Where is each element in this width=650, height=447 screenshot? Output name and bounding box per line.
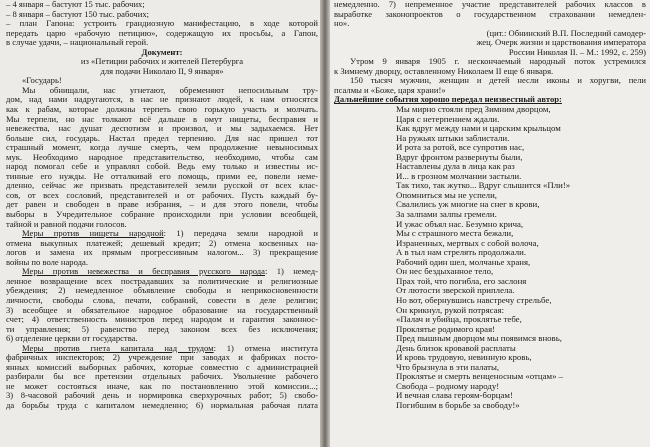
left-page-line: Меры против гнета капитала над трудом: 1) отмена института bbox=[22, 343, 318, 353]
left-page-line: народ помогал себе и управлял собой. Ведь ему только и известны ис- bbox=[6, 162, 318, 172]
right-page-line: псалмы и «Боже, царя храни!» bbox=[334, 85, 446, 95]
left-page-line: для подачи Николаю II, 9 января» bbox=[100, 66, 224, 76]
left-page-line: тайной и равной подачи голосов. bbox=[6, 219, 127, 229]
right-page-line: Что брызнула в эти палаты, bbox=[396, 362, 500, 372]
right-page-line: И... в грозном молчании застыли. bbox=[396, 171, 522, 181]
right-page-line: 150 тысяч мужчин, женщин и детей несли иконы и хоругви, пели bbox=[350, 76, 646, 86]
right-page-line: Проклятье и смерть венценосным «отцам» – bbox=[396, 372, 564, 382]
right-page-line: И рота за ротой, все супротив нас, bbox=[396, 143, 525, 153]
right-page-line: Рабочий один шел, молчанье храня, bbox=[396, 257, 531, 267]
left-page-line: не может состояться иначе, как по постановлению этой комиссии...; bbox=[6, 381, 318, 391]
right-page-line: Мы с страшного места бежали, bbox=[396, 229, 514, 239]
right-page-line: Погибшим в борьбе за свободу!» bbox=[396, 400, 520, 410]
left-page-line: 3) 8-часовой рабочий день и нормировка сверхурочных работ; 5) свобо- bbox=[6, 391, 318, 401]
left-page-line: Документ: bbox=[141, 47, 183, 57]
right-page-line: Свобода – родному народу! bbox=[396, 381, 500, 391]
left-page-line: янных комиссий выборных рабочих, которые совместно с администрацией bbox=[6, 362, 318, 372]
left-page-line: мук. Необходимо народное представительство, необходимо, чтобы сам bbox=[6, 152, 318, 162]
left-page-line: как к рабам, которые должны терпеть свою горькую участь и молчать. bbox=[6, 105, 318, 115]
right-page-line: От лютости зверской приплела. bbox=[396, 286, 515, 296]
left-page-line: ти управления; 5) равенство перед законом всех без исключения; bbox=[6, 324, 318, 334]
left-page-line: ленное возвращение всех пострадавших за политические и религиозные bbox=[6, 276, 318, 286]
right-page-line: И кровь трудовую, невинную кровь, bbox=[396, 353, 532, 363]
right-page-line: Израненных, мертвых с собой волоча, bbox=[396, 238, 539, 248]
left-page-line: в случае удачи, – национальный герой. bbox=[6, 38, 149, 48]
right-page-line: Проклятье родимого края! bbox=[396, 324, 496, 334]
left-page-line: да борьбы труда с капиталом немедленно; 6) нормальная рабочая плата bbox=[6, 400, 318, 410]
left-page-line: выборы в Учредительное собрание происходили при условии всеобщей, bbox=[6, 210, 318, 220]
right-page-line: А в тыл нам стрелять продолжали. bbox=[396, 248, 527, 258]
left-page-line: из «Петиции рабочих и жителей Петербурга bbox=[80, 57, 244, 67]
right-page-line: «Палач и убийца, проклятье тебе, bbox=[396, 315, 522, 325]
left-page-line: «Государь! bbox=[22, 76, 62, 86]
right-page-line: выработке законопроектов о государственном страховании немедлен- bbox=[334, 9, 646, 19]
right-page-line: На ружьях штыки заблистали. bbox=[396, 133, 510, 143]
left-page-line: – план Гапона: устроить грандиозную манифестацию, в ходе которой bbox=[6, 19, 318, 29]
left-page-line: Меры против невежества и бесправия русского народа: 1) немед- bbox=[22, 267, 318, 277]
left-page bbox=[0, 0, 324, 447]
left-page-line: счет; 4) ответственность министров перед народом и гарантия законнос- bbox=[6, 315, 318, 325]
section-heading: Меры против нищеты народной bbox=[22, 229, 164, 239]
left-page-line: логов и замена их прямым прогрессивным налогом... 3) прекращение bbox=[6, 248, 318, 258]
left-page-line: тинные его нужды. Не отталкивай его помощь, прими ее, повели неме- bbox=[6, 171, 318, 181]
right-page-line: И вечная слава героям-борцам! bbox=[396, 391, 513, 401]
left-page-line: войны по воле народа. bbox=[6, 257, 88, 267]
left-page-line: – 8 января – бастуют 150 тыс. рабочих; bbox=[6, 9, 150, 19]
right-page-line: За залпами залпы гремели. bbox=[396, 210, 497, 220]
right-page-line: России Николая II. – М.: 1992, с. 259) bbox=[508, 47, 646, 57]
right-page-line: Царя с нетерпением ждали. bbox=[396, 114, 500, 124]
right-page-line: Пред пышным дворцом мы появимся вновь, bbox=[396, 334, 562, 344]
right-page-line: (цит.: Обнинский В.П. Последний самодер- bbox=[486, 28, 646, 38]
right-page-line: Так тихо, так жутко... Вдруг слышится «Пли!» bbox=[396, 181, 571, 191]
right-page-line: Но вот, обернувшись навстречу стрельбе, bbox=[396, 295, 552, 305]
right-page-line: Как вдруг между нами и царским крыльцом bbox=[396, 124, 561, 134]
right-page-line: но». bbox=[334, 19, 350, 29]
left-page-line: убеждения; 2) немедленное объявление свободы и неприкосновенности bbox=[6, 286, 318, 296]
left-page-line: фабричных инспекторов; 2) учреждение при заводах и фабриках посто- bbox=[6, 353, 318, 363]
right-page-line: И ужас объял нас. Безумно крича, bbox=[396, 219, 524, 229]
right-page-line: Он нес бездыханное тело, bbox=[396, 267, 494, 277]
right-page-line: жец. Очерк жизни и царствования императора bbox=[476, 38, 646, 48]
left-page-line: дом, над нами надругаются, в нас не признают людей, к нам относятся bbox=[6, 95, 318, 105]
right-page-line: Дальнейшие события хорошо передал неизвестный автор: bbox=[334, 95, 562, 105]
right-page-line: Наставлены дула в лица как раз bbox=[396, 162, 515, 172]
right-page-line: Прах той, что погибла, его заслоня bbox=[396, 276, 527, 286]
left-page-line: сов, от всех сословий, представителей и от рабочих. Пусть каждый бу- bbox=[6, 190, 318, 200]
book-gutter bbox=[320, 0, 330, 447]
section-heading: Меры против гнета капитала над трудом bbox=[22, 343, 214, 353]
right-page-line: День близок кровавой расплаты bbox=[396, 343, 516, 353]
right-page-line: к Зимнему дворцу, оставленному Николаем II еще 6 января. bbox=[334, 66, 554, 76]
left-page-line: Меры против нищеты народной: 1) передача земли народной и bbox=[22, 229, 318, 239]
left-page-text bbox=[6, 0, 318, 411]
left-page-line: дет равен и свободен в праве избрания, – и для этого повели, чтобы bbox=[6, 200, 318, 210]
right-page-text bbox=[334, 0, 646, 411]
right-page-line: Мы мирно стояли пред Зимним дворцом, bbox=[396, 105, 551, 115]
right-page-line: немедленно. 7) непременное участие представителей рабочих классов в bbox=[334, 0, 646, 9]
right-page-line: Вдруг фронтом развернуты были, bbox=[396, 152, 523, 162]
left-page-line: Мы обнищали, нас угнетают, обременяют непосильным тру- bbox=[22, 85, 318, 95]
left-page-line: отмена выкупных платежей; дешевый кредит; 2) отмена косвенных на- bbox=[6, 238, 318, 248]
left-page-line: передать царю «рабочую петицию», содержащую их просьбы, а Гапон, bbox=[6, 28, 318, 38]
right-page-line: Опомниться мы не успели, bbox=[396, 190, 497, 200]
left-page-line: личности, свободы слова, печати, собраний, совести в деле религии; bbox=[6, 295, 318, 305]
left-page-line: дленно, сейчас же призвать представителей земли русской от всех клас- bbox=[6, 181, 318, 191]
left-page-line: Мы терпели, но нас толкают всё дальше в омут нищеты, бесправия и bbox=[6, 114, 318, 124]
left-page-line: разбирали бы все претензии отдельных рабочих. Увольнение рабочего bbox=[6, 372, 318, 382]
right-page-line: Он крикнул, рукой потрясая: bbox=[396, 305, 505, 315]
section-heading: Меры против невежества и бесправия русского народа bbox=[22, 267, 265, 277]
right-page bbox=[326, 0, 650, 447]
left-page-line: – 4 января – бастуют 15 тыс. рабочих; bbox=[6, 0, 145, 9]
left-page-line: 6) отделение церкви от государства. bbox=[6, 334, 138, 344]
left-page-line: страшный момент, когда лучше смерть, чем продолжение невыносимых bbox=[6, 143, 318, 153]
right-page-line: Свалились уж многие на снег в крови, bbox=[396, 200, 540, 210]
left-page-line: 3) всеобщее и обязательное народное образование на государственный bbox=[6, 305, 318, 315]
left-page-line: невежества, нас душат деспотизм и произвол, и мы задыхаемся. Нет bbox=[6, 124, 318, 134]
right-page-line: Утром 9 января 1905 г. нескончаемый народный поток устремился bbox=[350, 57, 646, 67]
left-page-line: больше сил, государь. Настал предел терпению. Для нас пришел тот bbox=[6, 133, 318, 143]
